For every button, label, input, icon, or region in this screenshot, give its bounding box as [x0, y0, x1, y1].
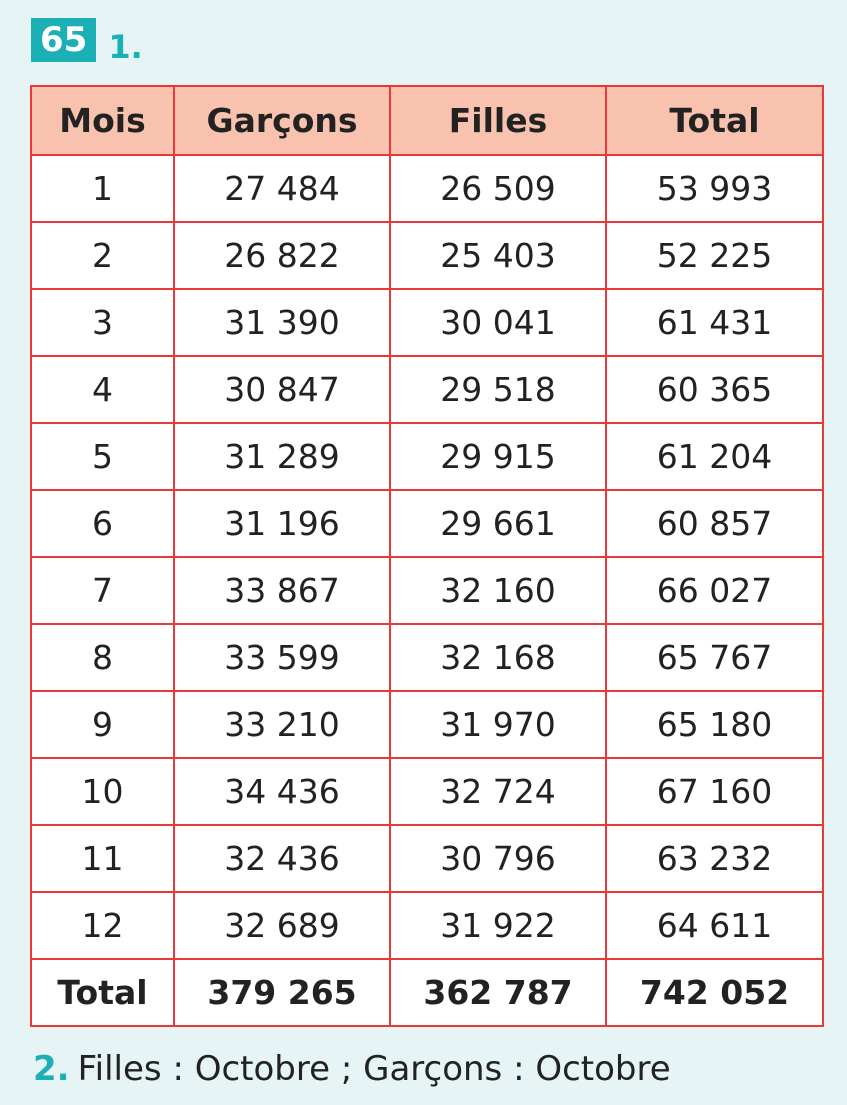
header-total: Total	[606, 86, 823, 155]
total-garcons: 379 265	[174, 959, 390, 1026]
part1-label: 1.	[108, 28, 143, 66]
header-garcons: Garçons	[174, 86, 390, 155]
cell-garcons: 31 289	[174, 423, 390, 490]
cell-total: 65 180	[606, 691, 823, 758]
cell-filles: 29 661	[390, 490, 606, 557]
cell-filles: 29 518	[390, 356, 606, 423]
table-row	[31, 892, 823, 959]
cell-filles: 30 796	[390, 825, 606, 892]
table-row	[31, 222, 823, 289]
cell-total: 52 225	[606, 222, 823, 289]
cell-total: 61 431	[606, 289, 823, 356]
exercise-header	[31, 16, 143, 66]
cell-total: 53 993	[606, 155, 823, 222]
table-total-row	[31, 959, 823, 1026]
cell-garcons: 33 867	[174, 557, 390, 624]
cell-mois: 12	[31, 892, 174, 959]
cell-filles: 26 509	[390, 155, 606, 222]
cell-mois: 11	[31, 825, 174, 892]
cell-mois: 5	[31, 423, 174, 490]
table-row	[31, 691, 823, 758]
cell-total: 61 204	[606, 423, 823, 490]
cell-total: 63 232	[606, 825, 823, 892]
table-row	[31, 490, 823, 557]
cell-total: 60 365	[606, 356, 823, 423]
cell-filles: 32 160	[390, 557, 606, 624]
table-row	[31, 289, 823, 356]
cell-filles: 32 724	[390, 758, 606, 825]
table-row	[31, 423, 823, 490]
cell-total: 65 767	[606, 624, 823, 691]
cell-garcons: 33 599	[174, 624, 390, 691]
header-filles: Filles	[390, 86, 606, 155]
cell-mois: 7	[31, 557, 174, 624]
cell-mois: 9	[31, 691, 174, 758]
cell-filles: 32 168	[390, 624, 606, 691]
cell-mois: 8	[31, 624, 174, 691]
table-row	[31, 825, 823, 892]
total-all: 742 052	[606, 959, 823, 1026]
part2-answer	[33, 1046, 671, 1092]
table-row	[31, 557, 823, 624]
cell-garcons: 33 210	[174, 691, 390, 758]
table-row	[31, 624, 823, 691]
cell-mois: 1	[31, 155, 174, 222]
cell-garcons: 31 196	[174, 490, 390, 557]
cell-total: 60 857	[606, 490, 823, 557]
exercise-number-badge: 65	[31, 18, 96, 62]
cell-filles: 31 970	[390, 691, 606, 758]
cell-mois: 4	[31, 356, 174, 423]
header-mois: Mois	[31, 86, 174, 155]
cell-garcons: 31 390	[174, 289, 390, 356]
cell-total: 67 160	[606, 758, 823, 825]
cell-mois: 6	[31, 490, 174, 557]
cell-mois: 10	[31, 758, 174, 825]
births-table	[30, 85, 824, 1027]
table-row	[31, 758, 823, 825]
cell-garcons: 30 847	[174, 356, 390, 423]
cell-filles: 31 922	[390, 892, 606, 959]
cell-garcons: 34 436	[174, 758, 390, 825]
table-header-row	[31, 86, 823, 155]
cell-total: 64 611	[606, 892, 823, 959]
cell-garcons: 32 689	[174, 892, 390, 959]
total-filles: 362 787	[390, 959, 606, 1026]
cell-filles: 25 403	[390, 222, 606, 289]
cell-filles: 29 915	[390, 423, 606, 490]
cell-garcons: 27 484	[174, 155, 390, 222]
part2-label: 2.	[33, 1049, 70, 1089]
cell-filles: 30 041	[390, 289, 606, 356]
cell-garcons: 32 436	[174, 825, 390, 892]
part2-text: Filles : Octobre ; Garçons : Octobre	[77, 1049, 671, 1089]
table-row	[31, 155, 823, 222]
total-label: Total	[31, 959, 174, 1026]
cell-mois: 3	[31, 289, 174, 356]
cell-garcons: 26 822	[174, 222, 390, 289]
table-row	[31, 356, 823, 423]
cell-mois: 2	[31, 222, 174, 289]
cell-total: 66 027	[606, 557, 823, 624]
